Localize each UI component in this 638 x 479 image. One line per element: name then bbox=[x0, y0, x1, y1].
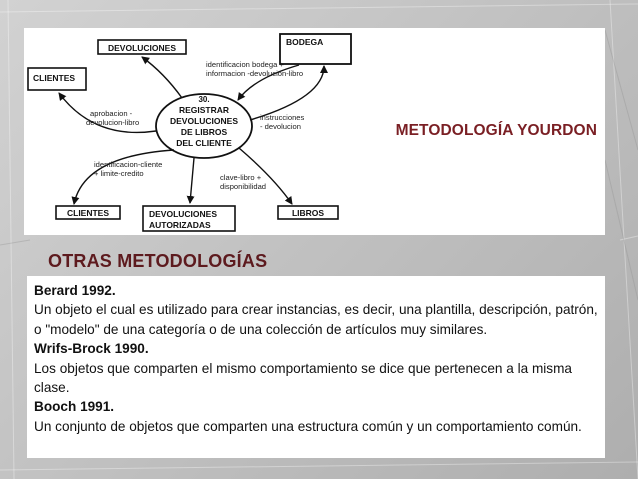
box-clientes-bottom bbox=[56, 206, 120, 219]
entry-heading: Berard 1992. bbox=[34, 283, 116, 298]
flow-label-bodega-2: informacion -devolucion-libro bbox=[206, 69, 304, 78]
process-line-4: DEL CLIENTE bbox=[176, 138, 232, 148]
process-bubble bbox=[156, 94, 252, 158]
entry-body: Un conjunto de objetos que comparten una estructura común y un comportamiento común. bbox=[34, 418, 582, 434]
box-clientes-bottom-label: CLIENTES bbox=[66, 208, 110, 218]
flow-label-aprob-2: devolucion-libro bbox=[86, 118, 140, 127]
box-devoluciones bbox=[98, 40, 186, 54]
box-clientes-top bbox=[28, 68, 86, 90]
yourdon-diagram-panel bbox=[24, 28, 357, 235]
yourdon-title: METODOLOGÍA YOURDON bbox=[395, 122, 597, 139]
box-libros-label: LIBROS bbox=[291, 208, 325, 218]
entry-heading: Wrifs-Brock 1990. bbox=[34, 341, 149, 357]
box-devoluciones-autorizadas bbox=[143, 206, 235, 231]
process-line-3: DE LIBROS bbox=[180, 127, 228, 137]
process-line-1: REGISTRAR bbox=[178, 105, 230, 115]
box-clientes-top-label: CLIENTES bbox=[33, 73, 76, 83]
definitions-text-box bbox=[27, 276, 605, 458]
entry-body: Un objeto el cual es utilizado para crear instancias, es decir, una plantilla, descripción, patrón, o "modelo" de una categoría o de una colección de artículos muy similares. bbox=[34, 302, 598, 337]
flow-label-bodega-1: identificacion bodega + bbox=[206, 60, 284, 69]
section-title: OTRAS METODOLOGÍAS bbox=[48, 251, 268, 271]
process-line-2: DEVOLUCIONES bbox=[169, 116, 239, 126]
yourdon-title-panel bbox=[357, 28, 605, 235]
flow-to-autorizadas bbox=[190, 158, 194, 203]
box-devoluciones-label: DEVOLUCIONES bbox=[107, 43, 177, 53]
flow-label-instr-1: instrucciones bbox=[260, 113, 305, 122]
box-devoluciones-autorizadas-label-1: DEVOLUCIONES bbox=[149, 209, 218, 219]
flow-label-clave-2: disponibilidad bbox=[220, 182, 267, 191]
data-flow-diagram bbox=[24, 28, 357, 235]
box-devoluciones-autorizadas-label-2: AUTORIZADAS bbox=[149, 220, 211, 230]
entry-body: Los objetos que comparten el mismo comportamiento se dice que pertenecen a la misma clase. bbox=[34, 360, 572, 396]
box-libros bbox=[278, 206, 338, 219]
flow-label-aprob-1: aprobacion - bbox=[90, 109, 133, 118]
entry-heading: Booch 1991. bbox=[34, 399, 115, 415]
flow-label-instr-2: - devolucion bbox=[260, 122, 301, 131]
process-number: 30. bbox=[198, 95, 210, 104]
flow-label-ident-2: + limite-credito bbox=[94, 169, 144, 178]
box-bodega-label: BODEGA bbox=[286, 37, 324, 47]
flow-label-ident-1: identificacion-cliente bbox=[94, 160, 163, 169]
flow-label-clave-1: clave-libro + bbox=[220, 173, 262, 182]
flow-to-devoluciones bbox=[142, 57, 182, 98]
box-bodega bbox=[280, 34, 351, 64]
